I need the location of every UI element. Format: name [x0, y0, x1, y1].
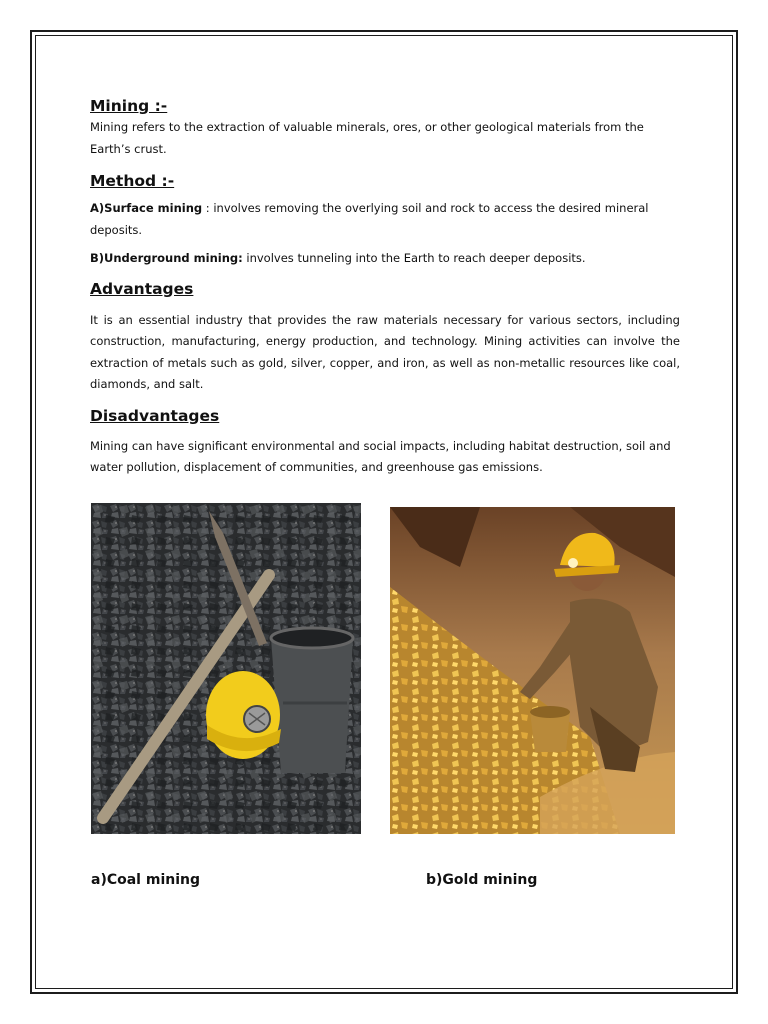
gold-mining-image [390, 507, 675, 834]
coal-mining-caption: a)Coal mining [91, 872, 200, 888]
document-body [90, 95, 680, 479]
mining-definition: Mining refers to the extraction of valuable minerals, ores, or other geological materials from the Earth’s crust. [90, 120, 644, 156]
underground-mining-text: involves tunneling into the Earth to reach deeper deposits. [242, 251, 586, 265]
method-underground [90, 248, 680, 270]
method-surface [90, 198, 680, 241]
advantages-text: It is an essential industry that provides the raw materials necessary for various sectors, including construction, manufacturing, energy production, and technology. Mining activities can involve the extraction of metals such as gold, silver, copper, and iron, as well as non-metallic resources like coal, diamonds, and salt. [90, 312, 680, 391]
disadvantages-heading: Disadvantages [90, 406, 220, 425]
surface-mining-label: A)Surface mining [90, 201, 203, 215]
underground-mining-label: B)Underground mining: [90, 251, 243, 265]
advantages-heading: Advantages [90, 279, 194, 298]
gold-mining-caption: b)Gold mining [426, 872, 538, 888]
mining-heading: Mining :- [90, 97, 168, 115]
surface-mining-text: : involves removing the overlying soil and rock to access the desired mineral deposits. [90, 201, 649, 237]
coal-mining-image [91, 503, 361, 834]
disadvantages-text: Mining can have significant environmental and social impacts, including habitat destruction, soil and water pollution, displacement of communities, and greenhouse gas emissions. [90, 438, 671, 474]
method-heading: Method :- [90, 172, 175, 190]
